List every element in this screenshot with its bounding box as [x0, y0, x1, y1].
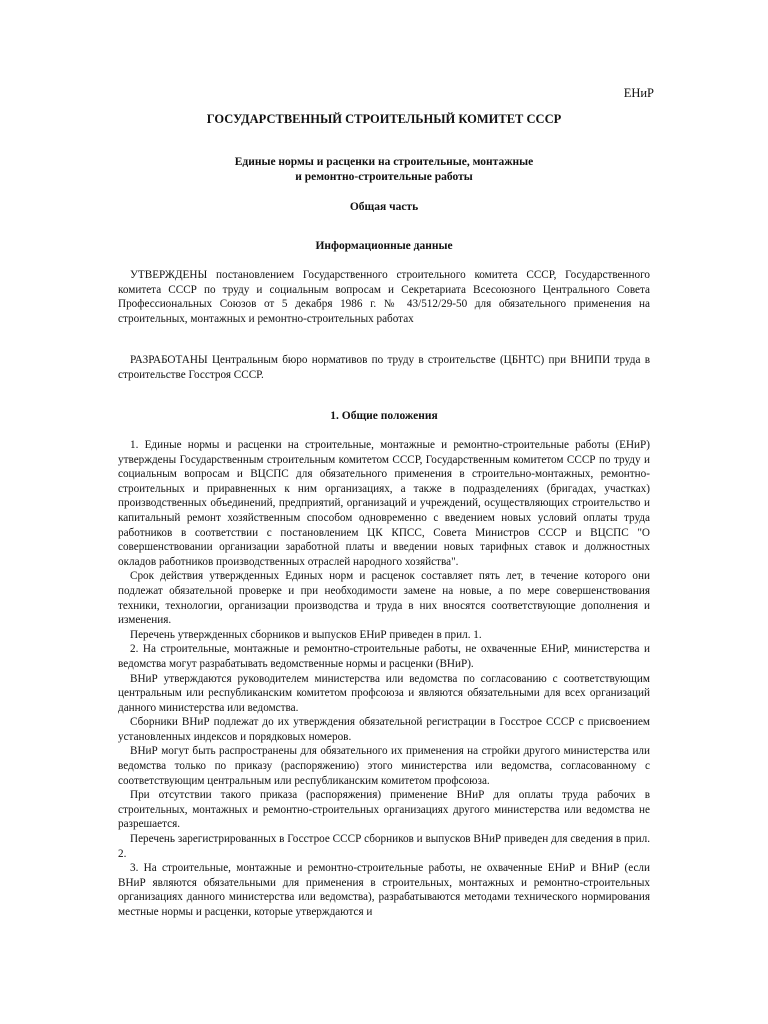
subtitle-line-2: и ремонтно-строительные работы: [295, 171, 473, 183]
paragraph: ВНиР утверждаются руководителем министерства или ведомства по согласованию с соответствующим центральным или республиканским комитетом профсоюза и являются обязательными для всех организаций данного министерства или ведомства.: [118, 672, 650, 714]
part-heading: Общая часть: [349, 201, 419, 213]
paragraph: Перечень зарегистрированных в Госстрое СССР сборников и выпусков ВНиР приведен для сведения в прил. 2.: [118, 833, 650, 860]
header-tag: ЕНиР: [623, 86, 654, 100]
paragraph: 2. На строительные, монтажные и ремонтно-строительные работы, не охваченные ЕНиР, министерства и ведомства могут разрабатывать ведомственные нормы и расценки (ВНиР).: [118, 643, 650, 670]
section-title: 1. Общие положения: [330, 410, 438, 422]
document-title: ГОСУДАРСТВЕННЫЙ СТРОИТЕЛЬНЫЙ КОМИТЕТ СССР: [206, 112, 562, 126]
subtitle-line-1: Единые нормы и расценки на строительные, монтажные: [234, 156, 534, 168]
paragraph: Срок действия утвержденных Единых норм и расценок составляет пять лет, в течение которого они подлежат обязательной проверке и при необходимости замене на новые, а по мере совершенствования техники, технологии, организации производства и труда в них вносятся соответствующие дополнения и изменения.: [118, 570, 650, 627]
paragraph: При отсутствии такого приказа (распоряжения) применение ВНиР для оплаты труда рабочих в строительных, монтажных и ремонтно-строительных организациях другого министерства или ведомства не разрешается.: [118, 789, 650, 831]
paragraph: Сборники ВНиР подлежат до их утверждения обязательной регистрации в Госстрое СССР с присвоением установленных индексов и порядковых номеров.: [118, 716, 650, 743]
document-subtitle: [0, 155, 768, 185]
section-body: [118, 438, 650, 920]
paragraph: ВНиР могут быть распространены для обязательного их применения на стройки другого министерства или ведомства только по приказу (распоряжению) этого министерства или ведомства, согласованному с соответствующим центральным или республиканским комитетом профсоюза.: [118, 745, 650, 787]
paragraph: 1. Единые нормы и расценки на строительные, монтажные и ремонтно-строительные работы (ЕНиР) утверждены Государственным строительным комитетом СССР, Государственным комитетом СССР по труду и социальным вопросам и ВЦСПС для обязательного применения в строительно-монтажных, ремонтно-строительных и приравненных к ним организациях, а также в подразделениях (бригадах, участках) производственных объединений, предприятий, организаций и учреждений, осуществляющих строительство и капитальный ремонт хозяйственным способом одновременно с введением новых условий оплаты труда работников в соответствии с постановлением ЦК КПСС, Совета Министров СССР и ВЦСПС "О совершенствовании организации заработной платы и введении новых тарифных ставок и должностных окладов работников производственных отраслей народного хозяйства".: [118, 439, 650, 568]
developed-block: [118, 353, 650, 382]
approved-block: [118, 268, 650, 326]
paragraph: Перечень утвержденных сборников и выпусков ЕНиР приведен в прил. 1.: [130, 628, 482, 641]
paragraph: 3. На строительные, монтажные и ремонтно-строительные работы, не охваченные ЕНиР и ВНиР (если ВНиР являются обязательными для применения в строительных, монтажных и ремонтно-строительных организациях данного министерства или ведомства), разрабатываются методами технического нормирования местные нормы и расценки, которые утверждаются и: [118, 862, 650, 918]
developed-paragraph: РАЗРАБОТАНЫ Центральным бюро нормативов по труду в строительстве (ЦБНТС) при ВНИПИ труда в строительстве Госстроя СССР.: [118, 354, 650, 381]
approved-paragraph: УТВЕРЖДЕНЫ постановлением Государственного строительного комитета СССР, Государственного комитета СССР по труду и социальным вопросам и Секретариата Всесоюзного Центрального Совета Профессиональных Союзов от 5 декабря 1986 г. № 43/512/29-50 для обязательного применения на строительных, монтажных и ремонтно-строительных работах: [118, 269, 650, 325]
info-heading: Информационные данные: [315, 240, 453, 252]
